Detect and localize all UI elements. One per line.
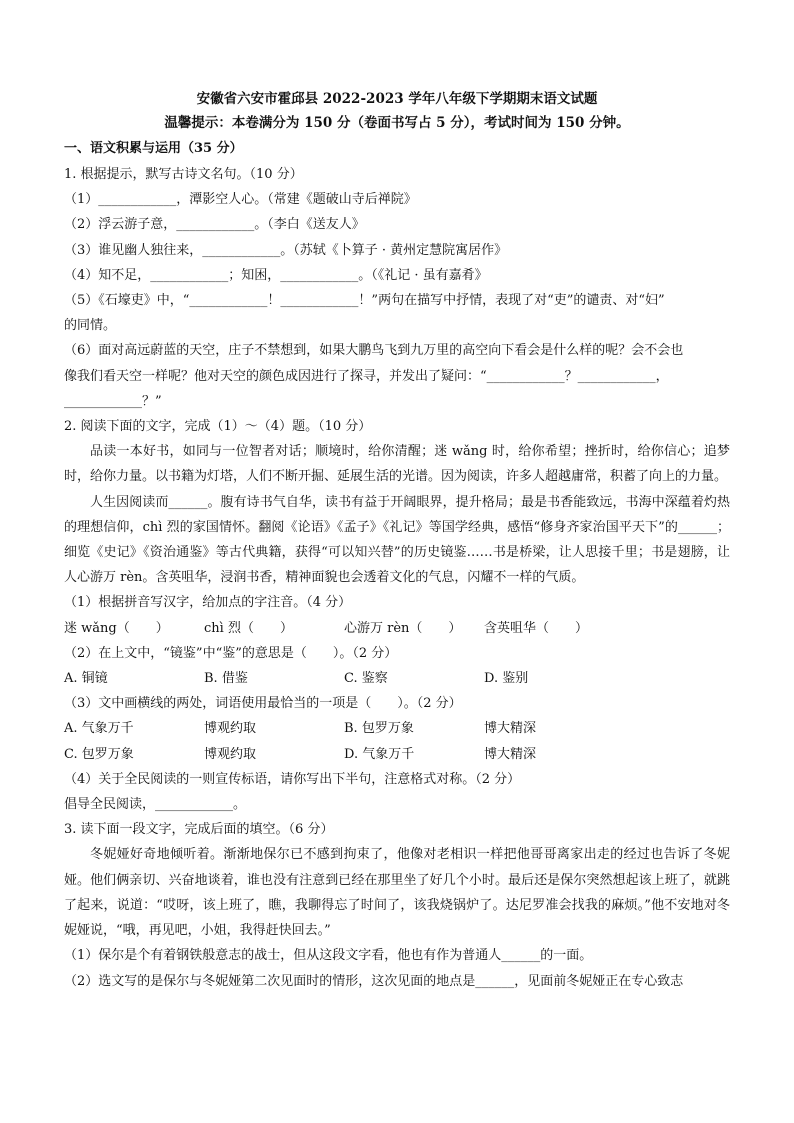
question-3 xyxy=(64,817,730,993)
q1-item-6-line1: （6）面对高远蔚蓝的天空，庄子不禁想到，如果大鹏鸟飞到九万里的高空向下看会是什么样的呢？会不会也 xyxy=(64,343,684,359)
pinyin-item: 含英咀华（ ） xyxy=(484,620,589,636)
q1-item-1: （1）____________，潭影空人心。（常建《题破山寺后禅院》 xyxy=(64,192,417,208)
q1-item-5-line2: 的同情。 xyxy=(64,318,117,334)
q3-stem: 3. 读下面一段文字，完成后面的填空。（6 分） xyxy=(64,822,334,838)
exam-title: 安徽省六安市霍邱县 2022-2023 学年八年级下学期期末语文试题 xyxy=(196,91,598,107)
section-heading: 一、语文积累与运用（35 分） xyxy=(64,141,243,156)
pinyin-item: 迷 wǎng（ ） xyxy=(64,620,169,636)
q2-sub-4: （4）关于全民阅读的一则宣传标语，请你写出下半句，注意格式对称。（2 分） xyxy=(64,771,521,787)
q2-sub-2-options xyxy=(64,666,730,691)
question-2 xyxy=(64,414,730,817)
option-a-word1: A. 气象万千 xyxy=(64,721,134,737)
option-d: D. 鉴别 xyxy=(484,671,529,687)
option-b: B. 借鉴 xyxy=(204,671,248,687)
pinyin-item: 心游万 rèn（ ） xyxy=(344,620,462,636)
q1-item-5-line1: （5）《石壕吏》中，“____________！____________！”两句在描写中抒情，表现了对“吏”的谴责、对“妇” xyxy=(64,293,665,309)
option-d-word1: D. 气象万千 xyxy=(344,746,415,762)
q2-sub-3: （3）文中画横线的两处，词语使用最恰当的一项是（ ）。（2 分） xyxy=(64,696,462,712)
q2-sub-3-options-row2 xyxy=(64,742,730,767)
q1-item-6-line3: ____________？” xyxy=(64,393,162,409)
option-c-word2: 博观约取 xyxy=(204,746,257,762)
option-c-word1: C. 包罗万象 xyxy=(64,746,134,762)
q3-sub-1: （1）保尔是个有着钢铁般意志的战士，但从这段文字看，他也有作为普通人______的一面。 xyxy=(64,948,593,964)
exam-page xyxy=(64,88,730,994)
q2-sub-1: （1）根据拼音写汉字，给加点的字注音。（4 分） xyxy=(64,595,352,611)
q2-paragraph-1: 品读一本好书，如同与一位智者对话；顺境时，给你清醒；迷 wǎng 时，给你希望；挫折时，给你信心；追梦时，给你力量。以书籍为灯塔，人们不断开掘、延展生活的光谱。因为阅读，许多人超越庸常，积蓄了向上的力量。 xyxy=(64,444,730,485)
q1-item-4: （4）知不足，____________；知困，____________。（《礼记 · 虽有嘉肴》 xyxy=(64,267,488,283)
option-b-word1: B. 包罗万象 xyxy=(344,721,414,737)
q1-item-2: （2）浮云游子意，____________。（李白《送友人》 xyxy=(64,217,365,233)
option-b-word2: 博大精深 xyxy=(484,721,537,737)
q2-stem: 2. 阅读下面的文字，完成（1）～（4）题。（10 分） xyxy=(64,419,372,435)
option-a: A. 铜镜 xyxy=(64,671,108,687)
q3-paragraph: 冬妮娅好奇地倾听着。渐渐地保尔已不感到拘束了，他像对老相识一样把他哥哥离家出走的经过也告诉了冬妮娅。他们俩亲切、兴奋地谈着，谁也没有注意到已经在那里坐了好几个小时。最后还是保尔突然想起该上班了，就跳了起来，说道：“哎呀，该上班了，瞧，我聊得忘了时间了，该我烧锅炉了。达尼罗准会找我的麻烦。”他不安地对冬妮娅说，“哦，再见吧，小姐，我得赶快回去。” xyxy=(64,847,730,939)
q3-sub-2: （2）选文写的是保尔与冬妮娅第二次见面时的情形，这次见面的地点是______，见面前冬妮娅正在专心致志 xyxy=(64,973,684,989)
question-1 xyxy=(64,162,730,414)
q1-item-3: （3）谁见幽人独往来，____________。（苏轼《卜算子 · 黄州定慧院寓居作》 xyxy=(64,242,508,258)
exam-tip: 温馨提示：本卷满分为 150 分（卷面书写占 5 分），考试时间为 150 分钟。 xyxy=(164,115,630,131)
pinyin-item: chì 烈（ ） xyxy=(204,620,293,636)
q1-stem: 1. 根据提示，默写古诗文名句。（10 分） xyxy=(64,167,303,182)
option-a-word2: 博观约取 xyxy=(204,721,257,737)
q1-item-6-line2: 像我们看天空一样呢？他对天空的颜色成因进行了探寻，并发出了疑问：“____________？____________， xyxy=(64,368,669,384)
q2-paragraph-2: 人生因阅读而______。腹有诗书气自华，读书有益于开阔眼界，提升格局；最是书香能致远，书海中深蕴着灼热的理想信仰，chì 烈的家国情怀。翻阅《论语》《孟子》《礼记》等国学经典，感悟“修身齐家治国平天下”的______；细览《史记》《资治通鉴》等古代典籍，获得“可以知兴替”的历史镜鉴……书是桥梁，让人思接千里；书是翅膀，让人心游万 rèn。含英咀华，浸润书香，精神面貌也会透着文化的气息，闪耀不一样的气质。 xyxy=(64,494,730,586)
q2-sub-1-items xyxy=(64,616,730,641)
q2-sub-3-options-row1 xyxy=(64,716,730,741)
q2-sub-4-answer: 倡导全民阅读，____________。 xyxy=(64,797,247,813)
option-d-word2: 博大精深 xyxy=(484,746,537,762)
option-c: C. 鉴察 xyxy=(344,671,388,687)
q2-sub-2: （2）在上文中，“镜鉴”中“鉴”的意思是（ ）。（2 分） xyxy=(64,645,398,661)
